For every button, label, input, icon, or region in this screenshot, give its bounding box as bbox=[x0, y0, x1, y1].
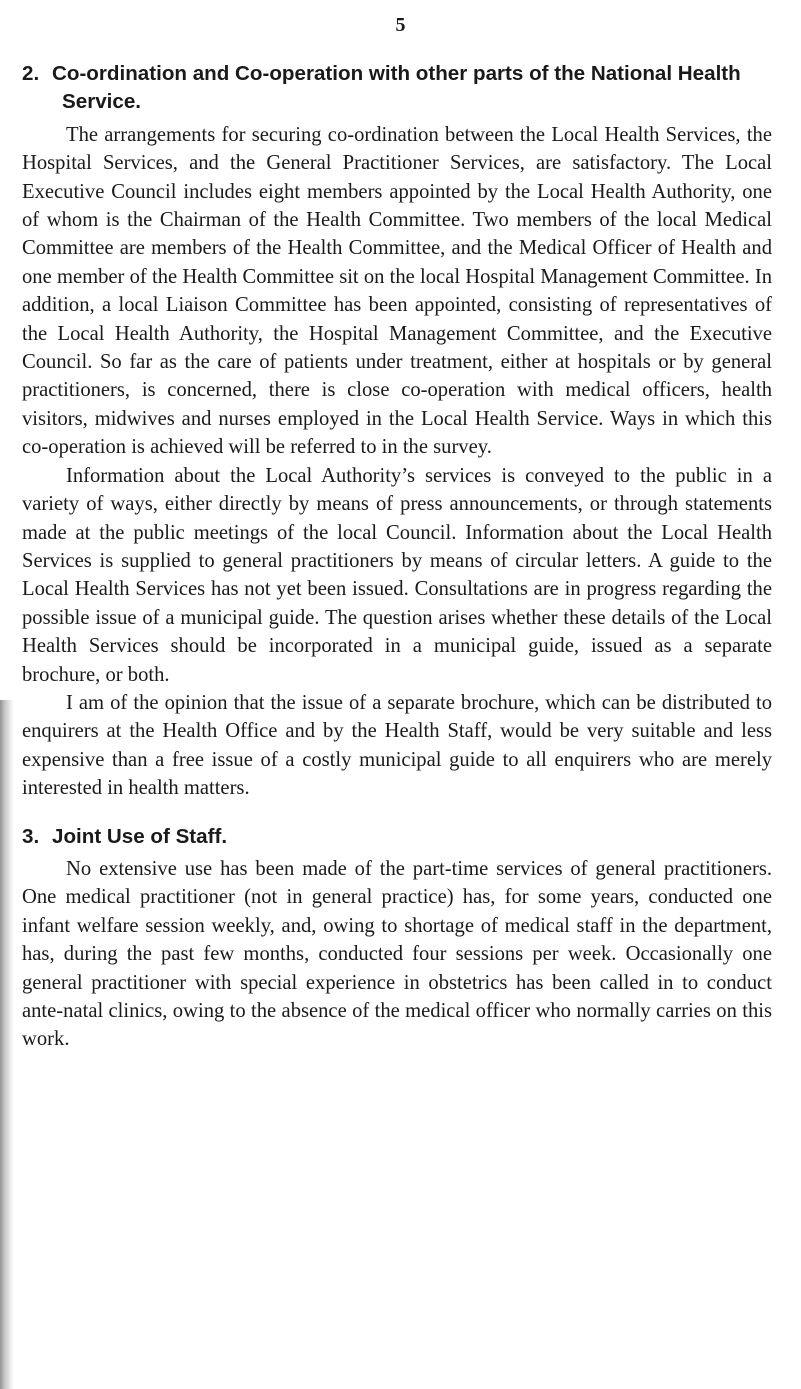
section-heading bbox=[22, 823, 772, 851]
paragraph: I am of the opinion that the issue of a separate brochure, which can be distributed to enquirers at the Health Office and by the Health Staff, would be very suitable and less expensive than a free issue of a costly municipal guide to all enquirers who are merely interested in health matters. bbox=[22, 691, 772, 800]
document-body bbox=[22, 60, 772, 1054]
section-number: 2. bbox=[22, 62, 40, 85]
paragraph: No extensive use has been made of the part-time services of general practitioners. One medical practitioner (not in general practice) has, for some years, conducted one infant welfare session weekly, and, owing to shortage of medical staff in the department, has, during the past few months, conducted four sessions per week. Occasionally one general practitioner with special experience in obstetrics has been called in to conduct ante-natal clinics, owing to the absence of the medical officer who normally carries on this work. bbox=[22, 857, 772, 1051]
page-number: 5 bbox=[395, 14, 406, 36]
section-title: Joint Use of Staff. bbox=[52, 824, 228, 848]
section-number: 3. bbox=[22, 824, 40, 848]
section-joint-use-of-staff bbox=[22, 823, 772, 1054]
section-coordination bbox=[22, 60, 772, 803]
section-heading bbox=[22, 60, 772, 117]
paragraph: The arrangements for securing co-ordination between the Local Health Services, the Hospital Services, and the General Practitioner Services, are satisfactory. The Local Executive Council includes eight members appointed by the Local Health Authority, one of whom is the Chairman of the Health Committee. Two members of the local Medical Committee are members of the Health Committee, and the Medical Officer of Health and one member of the Health Committee sit on the local Hospital Management Committee. In addition, a local Liaison Committee has been appointed, consisting of representatives of the Local Health Authority, the Hospital Management Committee, and the Executive Council. So far as the care of patients under treatment, either at hospitals or by general practitioners, is concerned, there is close co-operation with medical officers, health visitors, midwives and nurses employed in the Local Health Service. Ways in which this co-operation is achieved will be referred to in the survey. bbox=[22, 123, 772, 459]
paragraph: Information about the Local Authority’s services is conveyed to the public in a variety of ways, either directly by means of press announcements, or through statements made at the public meetings of the local Council. Information about the Local Health Services is supplied to general practitioners by means of circular letters. A guide to the Local Health Services has not yet been issued. Consultations are in progress regarding the possible issue of a municipal guide. The question arises whether these details of the Local Health Services should be incorporated in a municipal guide, issued as a separate brochure, or both. bbox=[22, 464, 772, 686]
binding-shadow bbox=[0, 700, 14, 1389]
section-title: Co-ordination and Co-operation with other parts of the National Health Service. bbox=[52, 62, 741, 114]
